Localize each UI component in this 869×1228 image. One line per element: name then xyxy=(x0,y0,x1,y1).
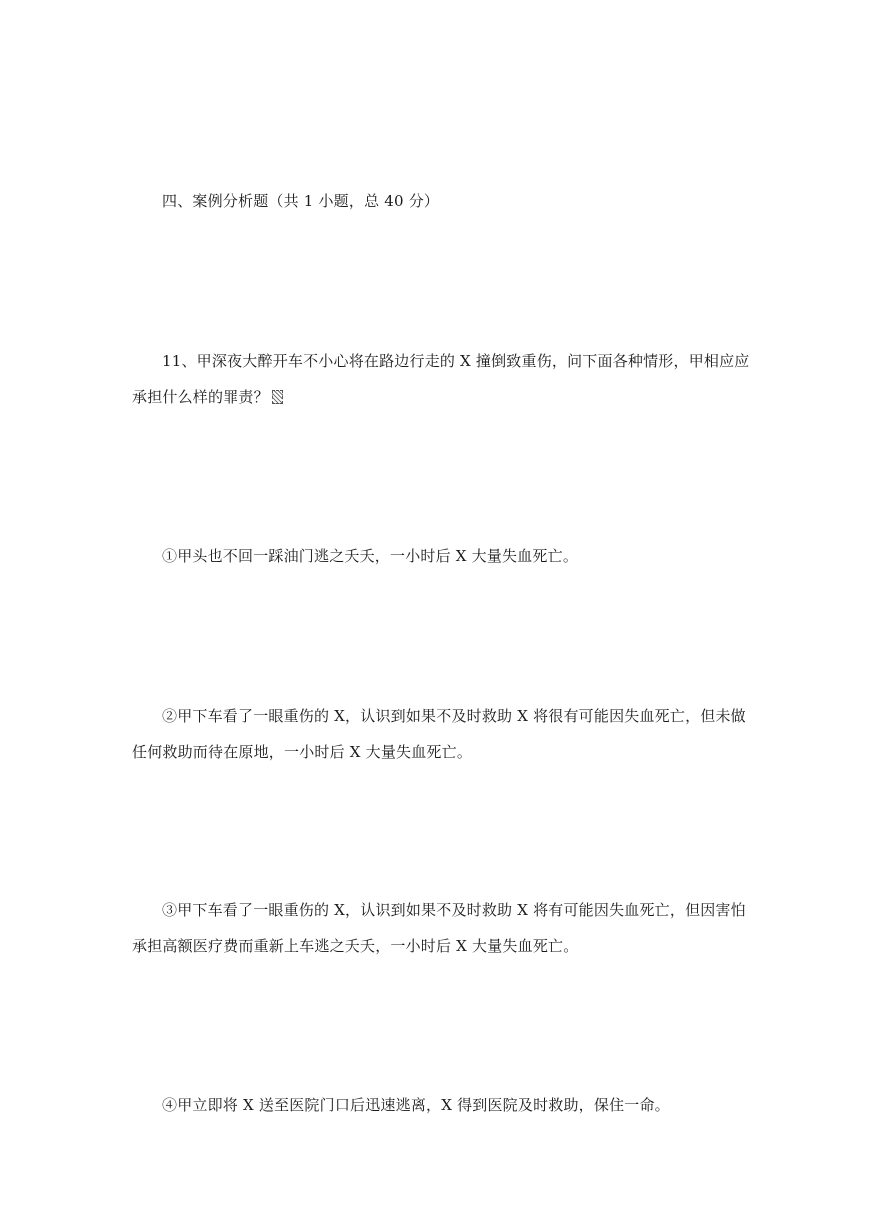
section-heading: 四、案例分析题（共 1 小题，总 40 分） xyxy=(162,192,440,210)
scenario-3-line-1: ③甲下车看了一眼重伤的 X，认识到如果不及时救助 X 将有可能因失血死亡，但因害怕 xyxy=(162,901,746,919)
question-line-2 xyxy=(132,386,283,408)
question-line-1: 11、甲深夜大醉开车不小心将在路边行走的 X 撞倒致重伤，问下面各种情形，甲相应应 xyxy=(162,352,750,370)
scenario-4-line-1: ④甲立即将 X 送至医院门口后迅速逃离，X 得到医院及时救助，保住一命。 xyxy=(162,1096,670,1114)
scenario-2-line-1: ②甲下车看了一眼重伤的 X，认识到如果不及时救助 X 将很有可能因失血死亡，但未做 xyxy=(162,707,746,725)
watermark-mark-icon xyxy=(272,390,283,404)
scenario-3-line-2: 承担高额医疗费而重新上车逃之夭夭，一小时后 X 大量失血死亡。 xyxy=(132,937,579,955)
scenario-2-line-2: 任何救助而待在原地，一小时后 X 大量失血死亡。 xyxy=(132,743,473,761)
scenario-1-line-1: ①甲头也不回一踩油门逃之夭夭，一小时后 X 大量失血死亡。 xyxy=(162,547,579,565)
question-line-2-text: 承担什么样的罪责？ xyxy=(132,388,269,406)
